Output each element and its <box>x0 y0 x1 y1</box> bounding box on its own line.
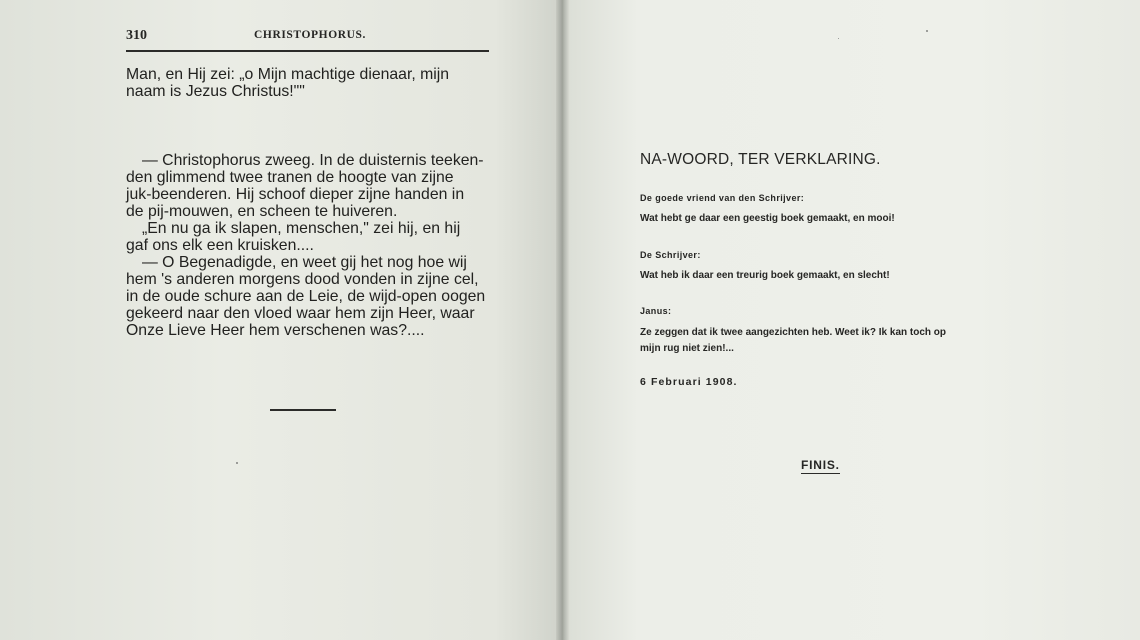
afterword-date: 6 Februari 1908. <box>640 376 738 388</box>
section-end-rule <box>270 409 336 411</box>
text-line: „En nu ga ik slapen, menschen," zei hij, en hij <box>142 220 461 237</box>
speech-line: Ze zeggen dat ik twee aangezichten heb. Weet ik? Ik kan toch op <box>640 327 946 338</box>
finis-label: FINIS. <box>801 458 840 472</box>
text-line: — Christophorus zweeg. In de duisternis teeken- <box>142 152 484 169</box>
running-head <box>126 28 490 48</box>
afterword-heading: NA-WOORD, TER VERKLARING. <box>640 151 881 168</box>
running-title: CHRISTOPHORUS. <box>254 29 367 41</box>
speech-line: Wat hebt ge daar een geestig boek gemaakt, en mooi! <box>640 213 895 224</box>
text-line: — O Begenadigde, en weet gij het nog hoe wij <box>142 254 467 271</box>
text-line: naam is Jezus Christus!"" <box>126 83 305 100</box>
paper-speck <box>838 38 839 39</box>
text-line: in de oude schure aan de Leie, de wijd-open oogen <box>126 288 486 305</box>
text-line: Onze Lieve Heer hem verschenen was?.... <box>126 322 425 339</box>
text-line: gekeerd naar den vloed waar hem zijn Heer, waar <box>126 305 475 322</box>
paragraph-1 <box>126 66 490 100</box>
text-line: de pij-mouwen, en scheen te huiveren. <box>126 203 398 220</box>
speaker-label: De Schrijver: <box>640 250 701 260</box>
text-line: gaf ons elk een kruisken.... <box>126 237 314 254</box>
speaker-label: De goede vriend van den Schrijver: <box>640 193 805 203</box>
speaker-text <box>640 325 946 357</box>
text-line: den glimmend twee tranen de hoogte van zijne <box>126 169 454 186</box>
paragraph-2 <box>126 152 490 339</box>
paper-speck <box>236 462 238 464</box>
text-line: hem 's anderen morgens dood vonden in zijne cel, <box>126 271 479 288</box>
speech-line: mijn rug niet zien!... <box>640 343 734 354</box>
right-page <box>570 0 1140 640</box>
speaker-text <box>640 211 895 227</box>
speaker-label: Janus: <box>640 306 672 316</box>
text-line: juk-beenderen. Hij schoof dieper zijne handen in <box>126 186 465 203</box>
book-gutter <box>556 0 570 640</box>
speaker-text <box>640 268 890 284</box>
page-number: 310 <box>126 28 147 43</box>
paper-speck <box>926 30 928 32</box>
speech-line: Wat heb ik daar een treurig boek gemaakt, en slecht! <box>640 270 890 281</box>
text-line: Man, en Hij zei: „o Mijn machtige dienaar, mijn <box>126 66 450 83</box>
header-rule <box>126 50 489 52</box>
